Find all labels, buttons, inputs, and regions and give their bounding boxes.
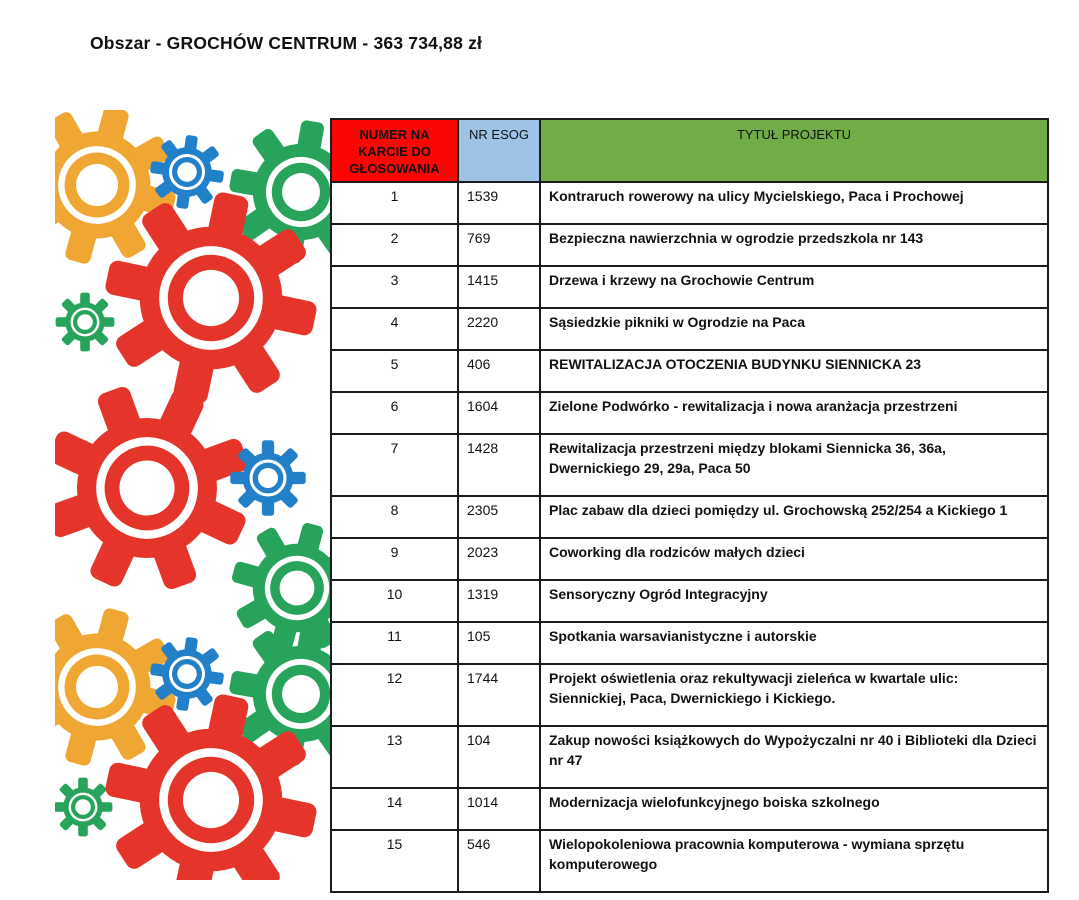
- esog-number-cell: 2305: [458, 496, 540, 538]
- esog-number-cell: 769: [458, 224, 540, 266]
- vote-number-cell: 8: [331, 496, 458, 538]
- esog-number-cell: 406: [458, 350, 540, 392]
- header-tytul-projektu: TYTUŁ PROJEKTU: [540, 119, 1048, 182]
- esog-number-cell: 105: [458, 622, 540, 664]
- vote-number-cell: 5: [331, 350, 458, 392]
- vote-number-cell: 9: [331, 538, 458, 580]
- project-title-cell: Modernizacja wielofunkcyjnego boiska szkolnego: [540, 788, 1048, 830]
- table-row: [331, 308, 1048, 350]
- vote-number-cell: 3: [331, 266, 458, 308]
- table-header-row: [331, 119, 1048, 182]
- table-row: [331, 622, 1048, 664]
- table-row: [331, 538, 1048, 580]
- project-title-cell: Sąsiedzkie pikniki w Ogrodzie na Paca: [540, 308, 1048, 350]
- esog-number-cell: 1319: [458, 580, 540, 622]
- project-title-cell: Kontraruch rowerowy na ulicy Mycielskiego, Paca i Prochowej: [540, 182, 1048, 224]
- vote-number-cell: 1: [331, 182, 458, 224]
- header-numer-na-karcie: NUMER NA KARCIE DO GŁOSOWANIA: [331, 119, 458, 182]
- project-title-cell: Zakup nowości książkowych do Wypożyczalni nr 40 i Biblioteki dla Dzieci nr 47: [540, 726, 1048, 788]
- project-title-cell: Bezpieczna nawierzchnia w ogrodzie przedszkola nr 143: [540, 224, 1048, 266]
- esog-number-cell: 2023: [458, 538, 540, 580]
- table-row: [331, 182, 1048, 224]
- project-title-cell: Projekt oświetlenia oraz rekultywacji zieleńca w kwartale ulic: Siennickiej, Paca, Dwernickiego i Kickiego.: [540, 664, 1048, 726]
- table-row: [331, 726, 1048, 788]
- table-row: [331, 392, 1048, 434]
- gear-icon: [55, 778, 112, 837]
- table-row: [331, 788, 1048, 830]
- esog-number-cell: 104: [458, 726, 540, 788]
- vote-number-cell: 6: [331, 392, 458, 434]
- vote-number-cell: 15: [331, 830, 458, 892]
- esog-number-cell: 2220: [458, 308, 540, 350]
- project-title-cell: Coworking dla rodziców małych dzieci: [540, 538, 1048, 580]
- project-title-cell: Zielone Podwórko - rewitalizacja i nowa aranżacja przestrzeni: [540, 392, 1048, 434]
- esog-number-cell: 1604: [458, 392, 540, 434]
- table-row: [331, 830, 1048, 892]
- esog-number-cell: 1415: [458, 266, 540, 308]
- gear-icon: [230, 440, 305, 515]
- esog-number-cell: 1014: [458, 788, 540, 830]
- esog-number-cell: 1539: [458, 182, 540, 224]
- vote-number-cell: 13: [331, 726, 458, 788]
- project-title-cell: Plac zabaw dla dzieci pomiędzy ul. Grochowską 252/254 a Kickiego 1: [540, 496, 1048, 538]
- esog-number-cell: 546: [458, 830, 540, 892]
- vote-number-cell: 10: [331, 580, 458, 622]
- vote-number-cell: 7: [331, 434, 458, 496]
- gears-decoration-image: [55, 110, 330, 880]
- table-row: [331, 496, 1048, 538]
- table-row: [331, 266, 1048, 308]
- project-title-cell: Wielopokoleniowa pracownia komputerowa - wymiana sprzętu komputerowego: [540, 830, 1048, 892]
- projects-table: [330, 118, 1049, 893]
- vote-number-cell: 12: [331, 664, 458, 726]
- project-title-cell: Spotkania warsavianistyczne i autorskie: [540, 622, 1048, 664]
- header-nr-esog: NR ESOG: [458, 119, 540, 182]
- project-title-cell: Sensoryczny Ogród Integracyjny: [540, 580, 1048, 622]
- page-title: Obszar - GROCHÓW CENTRUM - 363 734,88 zł: [90, 33, 483, 53]
- table-row: [331, 224, 1048, 266]
- esog-number-cell: 1428: [458, 434, 540, 496]
- vote-number-cell: 4: [331, 308, 458, 350]
- gears-clipart-svg: [55, 110, 330, 880]
- table-row: [331, 580, 1048, 622]
- project-title-cell: REWITALIZACJA OTOCZENIA BUDYNKU SIENNICKA 23: [540, 350, 1048, 392]
- project-title-cell: Rewitalizacja przestrzeni między blokami Siennicka 36, 36a, Dwernickiego 29, 29a, Paca 50: [540, 434, 1048, 496]
- vote-number-cell: 14: [331, 788, 458, 830]
- vote-number-cell: 11: [331, 622, 458, 664]
- esog-number-cell: 1744: [458, 664, 540, 726]
- table-row: [331, 350, 1048, 392]
- table-row: [331, 434, 1048, 496]
- gear-icon: [56, 293, 115, 352]
- project-title-cell: Drzewa i krzewy na Grochowie Centrum: [540, 266, 1048, 308]
- vote-number-cell: 2: [331, 224, 458, 266]
- table-row: [331, 664, 1048, 726]
